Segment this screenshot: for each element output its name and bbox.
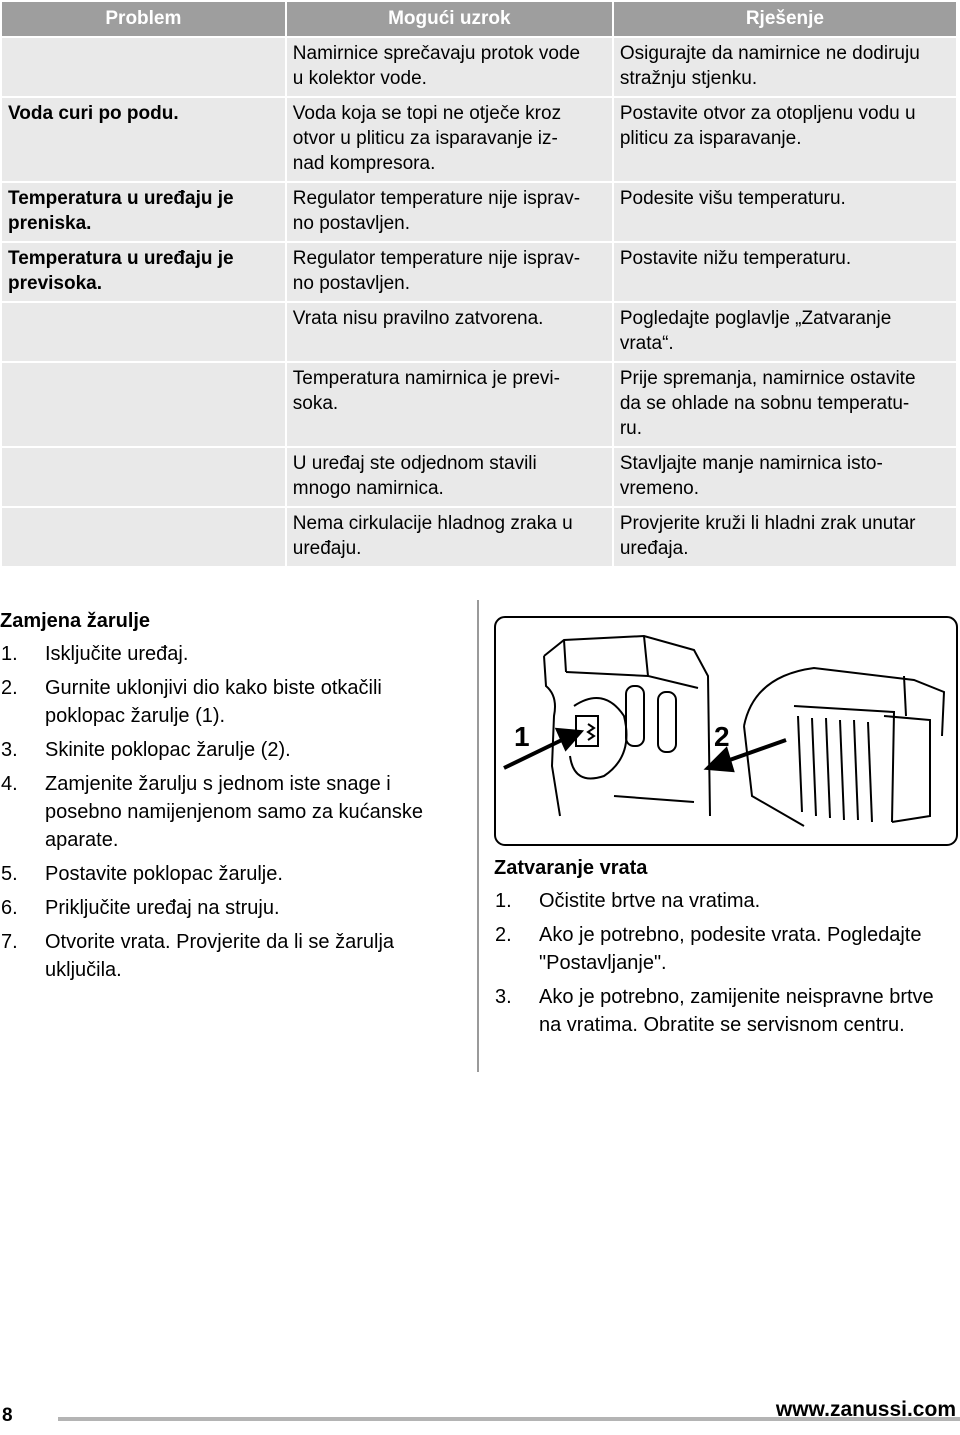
solution-cell: Postavite otvor za otopljenu vodu u pliticu za isparavanje.: [614, 98, 956, 181]
step-text: Postavite poklopac žarulje.: [45, 863, 283, 885]
problem-cell: [2, 448, 285, 506]
list-item: [0, 674, 460, 730]
solution-cell: Pogledajte poglavlje „Zatvaranje vrata“.: [614, 303, 956, 361]
list-item: [0, 770, 460, 854]
step-text: Očistite brtve na vratima.: [539, 890, 761, 912]
step-text: Otvorite vrata. Provjerite da li se žarulja uključila.: [45, 931, 395, 981]
step-number: 5.: [1, 863, 18, 885]
step-text: Gurnite uklonjivi dio kako biste otkačili poklopac žarulje (1).: [45, 677, 382, 727]
step-text: Isključite uređaj.: [45, 643, 189, 665]
problem-cell: [2, 303, 285, 361]
table-row: [2, 303, 956, 361]
problem-cell: Voda curi po podu.: [2, 98, 285, 181]
step-number: 2.: [495, 924, 512, 946]
table-header-row: [2, 2, 956, 36]
problem-cell: Temperatura u uređaju je preniska.: [2, 183, 285, 241]
cause-cell: Namirnice sprečavaju protok vode u kolektor vode.: [287, 38, 612, 96]
step-text: Ako je potrebno, zamijenite neispravne brtve na vratima. Obratite se servisnom centru.: [539, 986, 934, 1036]
table-row: [2, 38, 956, 96]
header-cause: Mogući uzrok: [287, 2, 612, 36]
cause-cell: Temperatura namirnica je previ- soka.: [287, 363, 612, 446]
list-item: [494, 983, 954, 1039]
section-title: Zamjena žarulje: [0, 610, 151, 632]
header-problem: Problem: [2, 2, 285, 36]
solution-cell: Stavljajte manje namirnica isto- vremeno.: [614, 448, 956, 506]
step-number: 3.: [495, 986, 512, 1008]
step-number: 6.: [1, 897, 18, 919]
list-item: [0, 860, 460, 888]
header-solution: Rješenje: [614, 2, 956, 36]
lamp-cover-diagram: [494, 616, 958, 846]
solution-cell: Osigurajte da namirnice ne dodiruju stražnju stjenku.: [614, 38, 956, 96]
problem-cell: Temperatura u uređaju je previsoka.: [2, 243, 285, 301]
list-item: [0, 640, 460, 668]
cause-cell: Regulator temperature nije isprav- no postavljen.: [287, 183, 612, 241]
door-steps-list: [494, 887, 954, 1039]
table-row: [2, 98, 956, 181]
solution-cell: Prije spremanja, namirnice ostavite da se ohlade na sobnu temperatu- ru.: [614, 363, 956, 446]
step-number: 3.: [1, 739, 18, 761]
bulb-steps-list: [0, 640, 460, 984]
table-row: [2, 243, 956, 301]
solution-cell: Postavite nižu temperaturu.: [614, 243, 956, 301]
cause-cell: Voda koja se topi ne otječe kroz otvor u pliticu za isparavanje iz- nad kompresora.: [287, 98, 612, 181]
problem-cell: [2, 363, 285, 446]
list-item: [0, 736, 460, 764]
step-number: 2.: [1, 677, 18, 699]
table-row: [2, 508, 956, 566]
solution-cell: Provjerite kruži li hladni zrak unutar uređaja.: [614, 508, 956, 566]
cause-cell: U uređaj ste odjednom stavili mnogo namirnica.: [287, 448, 612, 506]
step-text: Ako je potrebno, podesite vrata. Pogledajte "Postavljanje".: [539, 924, 922, 974]
problem-cell: [2, 38, 285, 96]
page-number: 8: [2, 1405, 13, 1426]
table-row: [2, 183, 956, 241]
list-item: [0, 928, 460, 984]
cause-cell: Nema cirkulacije hladnog zraka u uređaju.: [287, 508, 612, 566]
column-divider: [477, 600, 479, 1072]
section-title: Zatvaranje vrata: [494, 857, 648, 879]
step-text: Zamjenite žarulju s jednom iste snage i posebno namijenjenom samo za kućanske aparate.: [45, 773, 423, 851]
cause-cell: Vrata nisu pravilno zatvorena.: [287, 303, 612, 361]
solution-cell: Podesite višu temperaturu.: [614, 183, 956, 241]
table-row: [2, 363, 956, 446]
website-link[interactable]: www.zanussi.com: [775, 1398, 956, 1421]
bulb-replacement-section: [0, 608, 460, 990]
door-closing-section: [494, 855, 954, 1045]
step-number: 7.: [1, 931, 18, 953]
table-row: [2, 448, 956, 506]
cause-cell: Regulator temperature nije isprav- no postavljen.: [287, 243, 612, 301]
figure-label-1: 1: [514, 721, 530, 752]
problem-cell: [2, 508, 285, 566]
list-item: [494, 887, 954, 915]
step-number: 1.: [1, 643, 18, 665]
lamp-cover-illustration: [494, 616, 958, 846]
list-item: [494, 921, 954, 977]
step-text: Skinite poklopac žarulje (2).: [45, 739, 291, 761]
step-number: 1.: [495, 890, 512, 912]
figure-label-2: 2: [714, 721, 730, 752]
step-text: Priključite uređaj na struju.: [45, 897, 280, 919]
list-item: [0, 894, 460, 922]
troubleshooting-table: [0, 0, 958, 568]
step-number: 4.: [1, 773, 18, 795]
